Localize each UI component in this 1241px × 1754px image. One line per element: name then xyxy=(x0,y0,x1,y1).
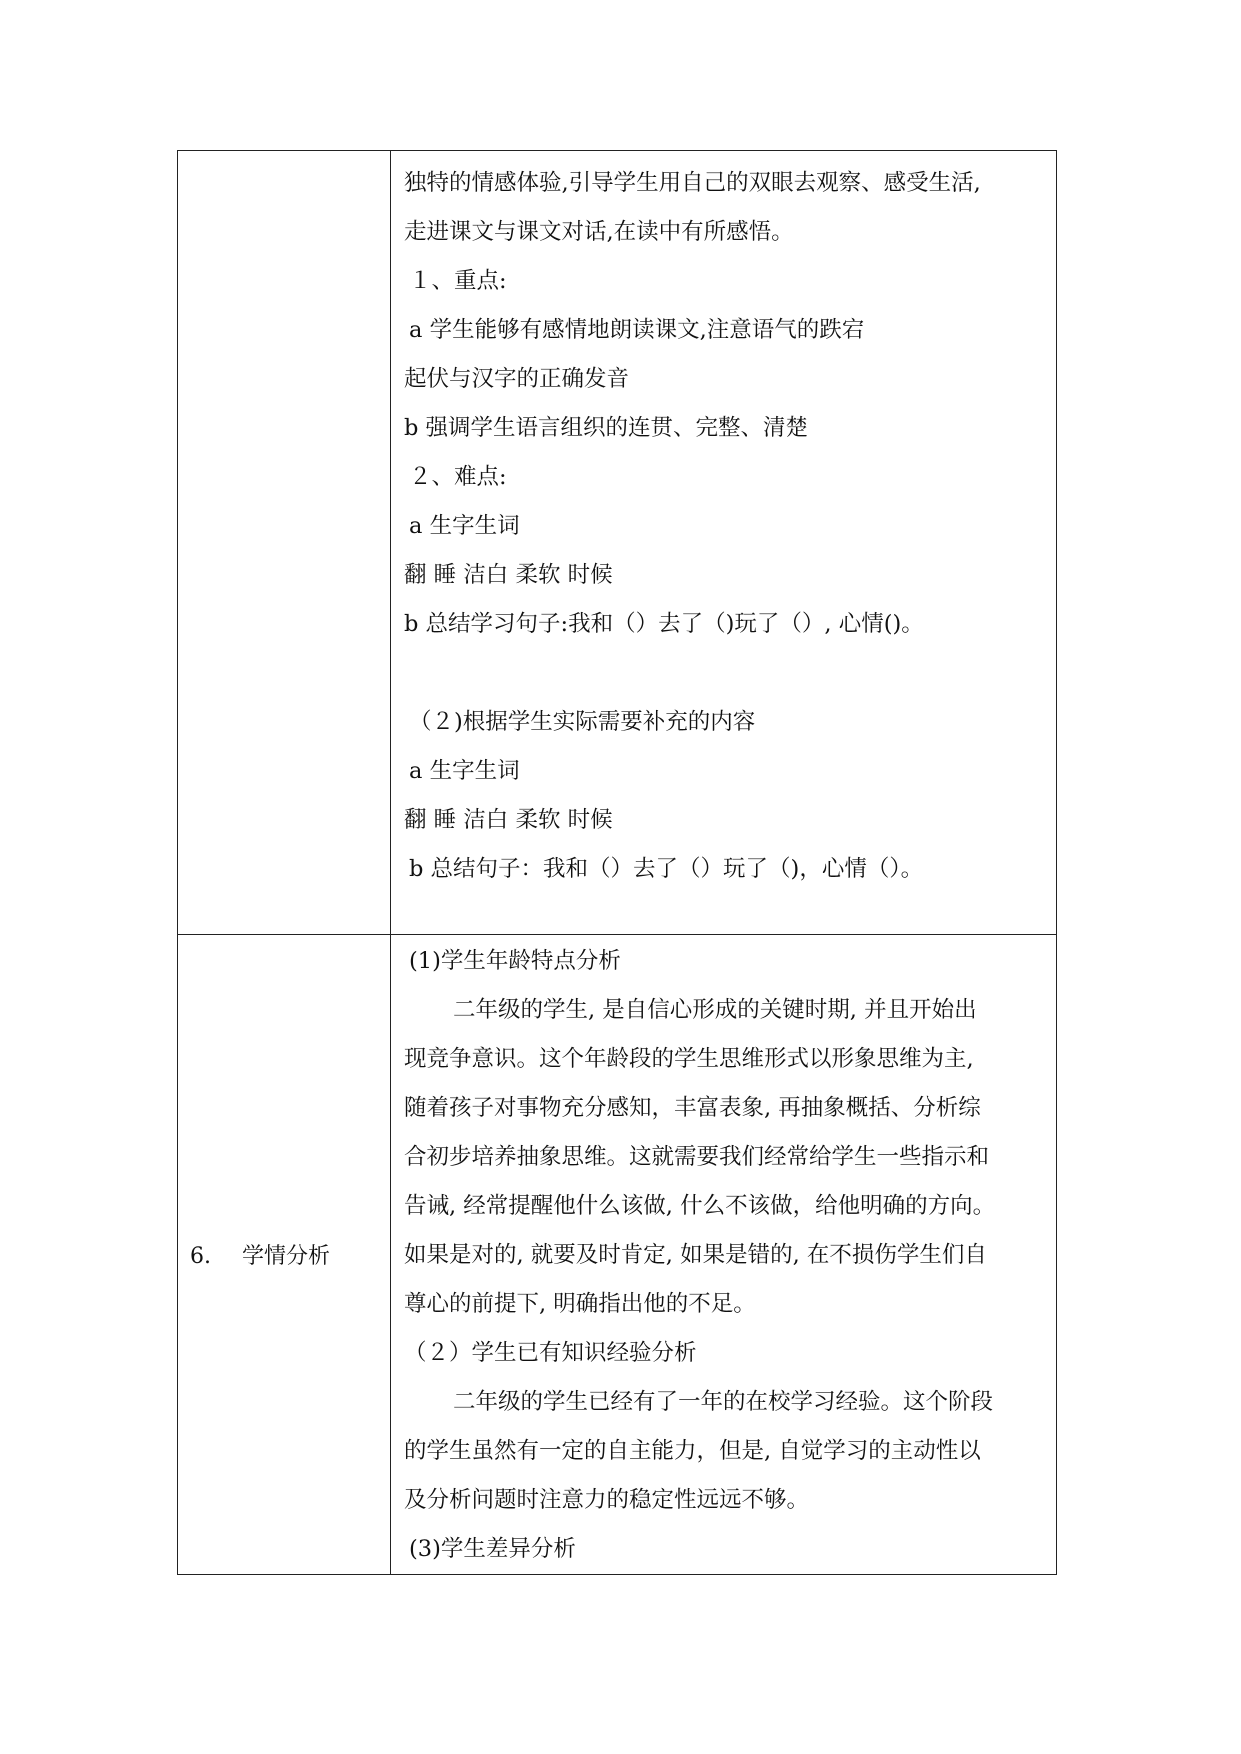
text-line: 现竞争意识。这个年龄段的学生思维形式以形象思维为主, xyxy=(404,1046,974,1072)
text-line: 合初步培养抽象思维。这就需要我们经常给学生一些指示和 xyxy=(404,1144,990,1170)
subheading: （２）学生已有知识经验分析 xyxy=(404,1340,697,1366)
text-line: 二年级的学生, 是自信心形成的关键时期, 并且开始出 xyxy=(453,997,977,1023)
text-line: 起伏与汉字的正确发音 xyxy=(404,366,630,392)
text-line: 翻 睡 洁白 柔软 时候 xyxy=(404,807,613,833)
section-title: 学情分析 xyxy=(242,1244,331,1269)
text-line: b 总结句子：我和（）去了（）玩了（)，心情（）。 xyxy=(409,856,924,882)
text-line: 独特的情感体验,引导学生用自己的双眼去观察、感受生活, xyxy=(404,170,981,196)
subheading: (1)学生年龄特点分析 xyxy=(409,948,621,974)
section-number: 6. xyxy=(190,1244,211,1269)
text-line: 的学生虽然有一定的自主能力，但是, 自觉学习的主动性以 xyxy=(404,1438,981,1464)
text-line: 随着孩子对事物充分感知，丰富表象, 再抽象概括、分析综 xyxy=(404,1095,981,1121)
text-line: （２)根据学生实际需要补充的内容 xyxy=(409,709,756,735)
text-line: １、重点: xyxy=(409,268,507,294)
text-line: 二年级的学生已经有了一年的在校学习经验。这个阶段 xyxy=(453,1389,994,1415)
table-row xyxy=(178,151,1057,935)
content-cell-student-analysis xyxy=(391,935,1057,1575)
text-line: 告诫, 经常提醒他什么该做, 什么不该做，给他明确的方向。 xyxy=(404,1193,996,1219)
content-cell-key-points xyxy=(391,151,1057,935)
student-analysis-text xyxy=(391,935,1056,1574)
section-label xyxy=(178,1239,390,1270)
subheading: (3)学生差异分析 xyxy=(409,1536,576,1562)
text-line: b 强调学生语言组织的连贯、完整、清楚 xyxy=(404,415,809,441)
text-line: a 生字生词 xyxy=(409,758,520,784)
text-line: ２、难点: xyxy=(409,464,507,490)
text-line: 翻 睡 洁白 柔软 时候 xyxy=(404,562,613,588)
text-line: 及分析问题时注意力的稳定性远远不够。 xyxy=(404,1487,810,1513)
text-line: b 总结学习句子:我和（）去了（)玩了（）, 心情()。 xyxy=(404,611,924,637)
table-row xyxy=(178,935,1057,1575)
blank-line xyxy=(404,649,1046,698)
text-line: 走进课文与课文对话,在读中有所感悟。 xyxy=(404,219,794,245)
lesson-plan-table xyxy=(177,150,1057,1575)
text-line: 如果是对的, 就要及时肯定, 如果是错的, 在不损伤学生们自 xyxy=(404,1242,987,1268)
text-line: a 生字生词 xyxy=(409,513,520,539)
text-line: 尊心的前提下, 明确指出他的不足。 xyxy=(404,1291,756,1317)
text-line: a 学生能够有感情地朗读课文,注意语气的跌宕 xyxy=(409,317,865,343)
label-cell-student-analysis xyxy=(178,935,391,1575)
key-points-text xyxy=(391,151,1056,894)
label-cell-empty xyxy=(178,151,391,935)
